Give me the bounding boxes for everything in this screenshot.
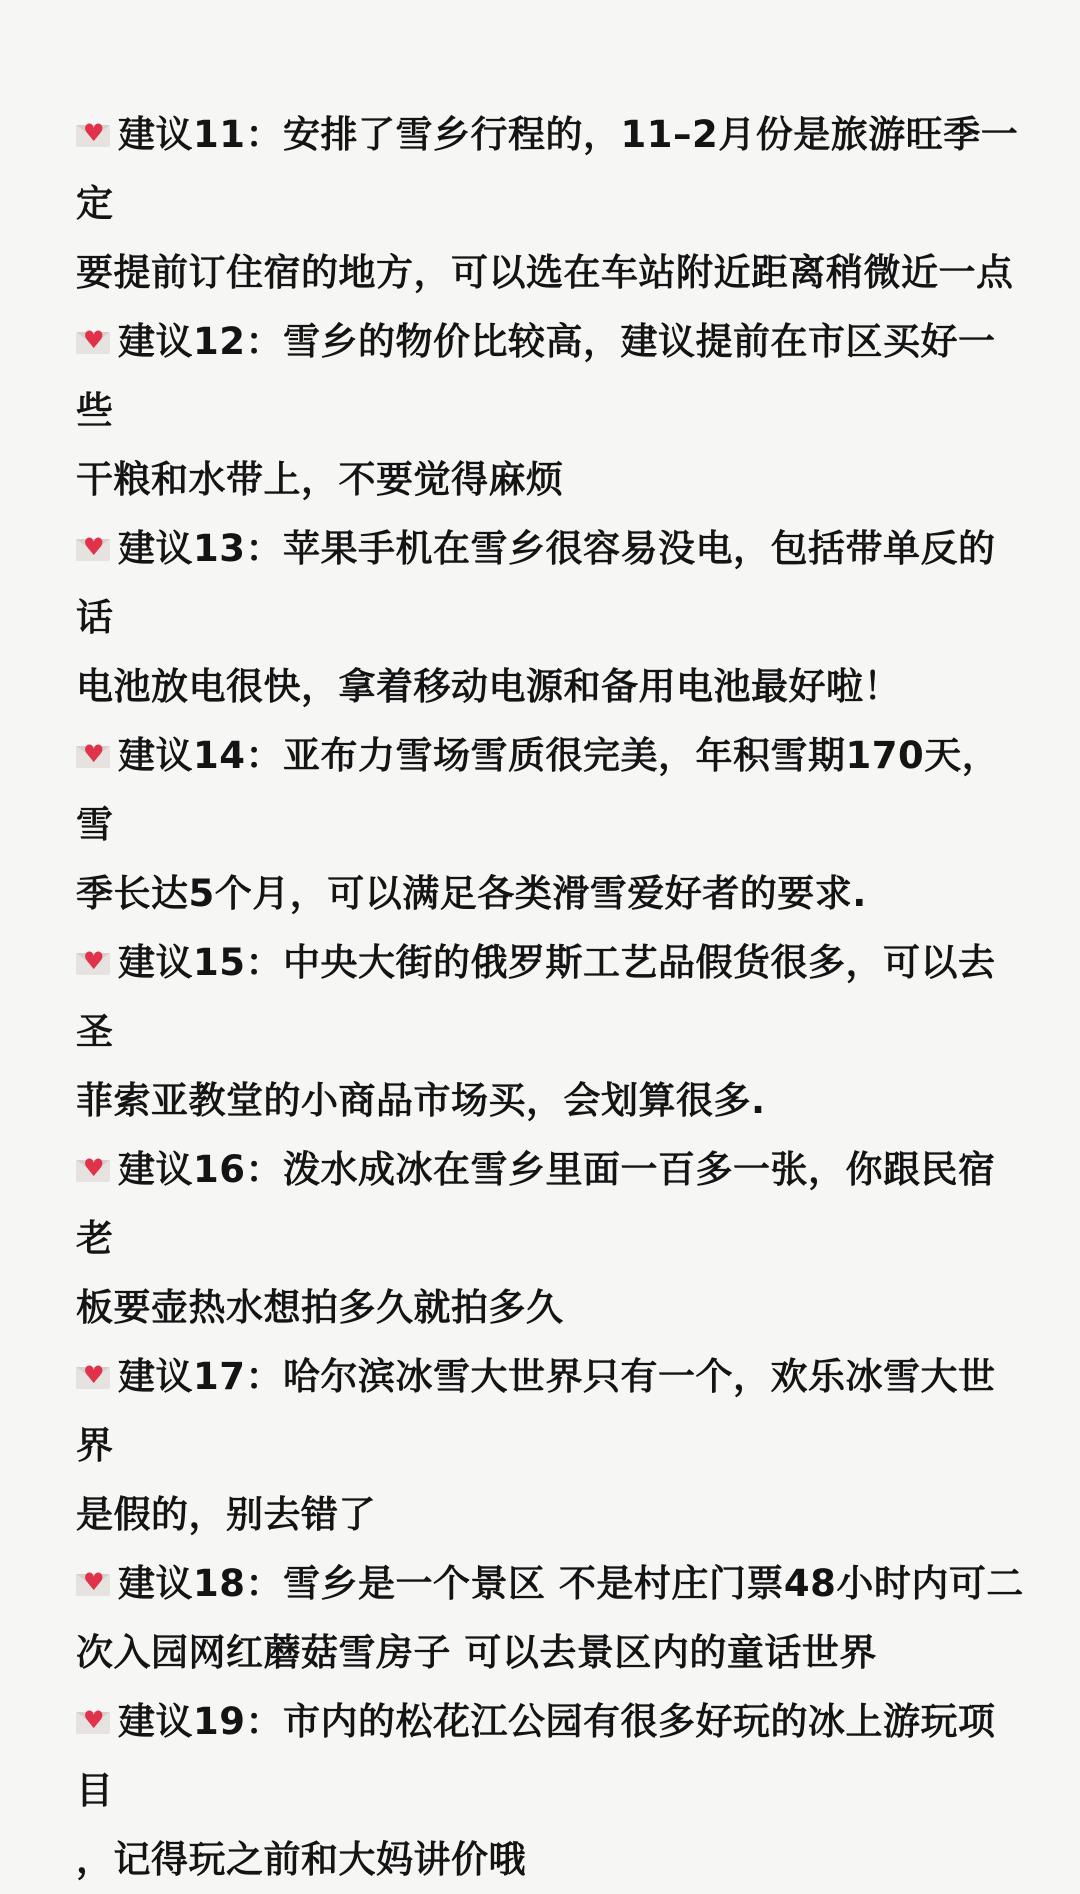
tip-text: 是假的，别去错了 xyxy=(76,1493,376,1536)
tip-text: 安排了雪乡行程的，11–2月份是旅游旺季一定 xyxy=(76,113,1019,225)
tip-text: 亚布力雪场雪质很完美，年积雪期170天，雪 xyxy=(76,734,1000,846)
tip-item xyxy=(76,721,1026,928)
tip-text: 季长达5个月，可以满足各类滑雪爱好者的要求. xyxy=(76,872,867,915)
heart-envelope-icon: ♥ xyxy=(76,330,110,356)
heart-envelope-icon: ♥ xyxy=(76,1572,110,1598)
tip-title: 建议14： xyxy=(118,734,283,777)
tip-item xyxy=(76,1549,1026,1687)
tip-text: ，记得玩之前和大妈讲价哦 xyxy=(76,1838,526,1881)
heart-envelope-icon: ♥ xyxy=(76,1710,110,1736)
tip-title: 建议19： xyxy=(118,1700,283,1743)
tip-title: 建议13： xyxy=(118,527,283,570)
heart-envelope-icon: ♥ xyxy=(76,744,110,770)
tip-text: 板要壶热水想拍多久就拍多久 xyxy=(76,1286,564,1329)
tip-title: 建议12： xyxy=(118,320,283,363)
tip-text: 市内的松花江公园有很多好玩的冰上游玩项目 xyxy=(76,1700,996,1812)
tip-item xyxy=(76,307,1026,514)
tip-text: 雪乡的物价比较高，建议提前在市区买好一些 xyxy=(76,320,996,432)
heart-envelope-icon: ♥ xyxy=(76,123,110,149)
tip-text: 雪乡是一个景区 不是村庄门票48小时内可二 xyxy=(283,1562,1024,1605)
tip-text: 泼水成冰在雪乡里面一百多一张，你跟民宿老 xyxy=(76,1148,996,1260)
tip-title: 建议11： xyxy=(118,113,283,156)
heart-envelope-icon: ♥ xyxy=(76,537,110,563)
tip-item xyxy=(76,1135,1026,1342)
tip-text: 中央大街的俄罗斯工艺品假货很多，可以去圣 xyxy=(76,941,996,1053)
tip-item xyxy=(76,928,1026,1135)
tip-text: 哈尔滨冰雪大世界只有一个，欢乐冰雪大世界 xyxy=(76,1355,996,1467)
tip-title: 建议18： xyxy=(118,1562,283,1605)
tip-title: 建议17： xyxy=(118,1355,283,1398)
tip-item xyxy=(76,1687,1026,1894)
tip-title: 建议15： xyxy=(118,941,283,984)
tips-list xyxy=(76,100,1026,1894)
tip-text: 干粮和水带上，不要觉得麻烦 xyxy=(76,458,564,501)
tip-text: 要提前订住宿的地方，可以选在车站附近距离稍微近一点 xyxy=(76,251,1014,294)
tip-item xyxy=(76,100,1026,307)
heart-envelope-icon: ♥ xyxy=(76,1158,110,1184)
tip-text: 电池放电很快，拿着移动电源和备用电池最好啦！ xyxy=(76,665,901,708)
heart-envelope-icon: ♥ xyxy=(76,951,110,977)
tip-text: 菲索亚教堂的小商品市场买，会划算很多. xyxy=(76,1079,766,1122)
tip-title: 建议16： xyxy=(118,1148,283,1191)
tip-text: 苹果手机在雪乡很容易没电，包括带单反的话 xyxy=(76,527,996,639)
tip-text: 次入园网红蘑菇雪房子 可以去景区内的童话世界 xyxy=(76,1631,877,1674)
heart-envelope-icon: ♥ xyxy=(76,1365,110,1391)
tip-item xyxy=(76,514,1026,721)
tip-item xyxy=(76,1342,1026,1549)
